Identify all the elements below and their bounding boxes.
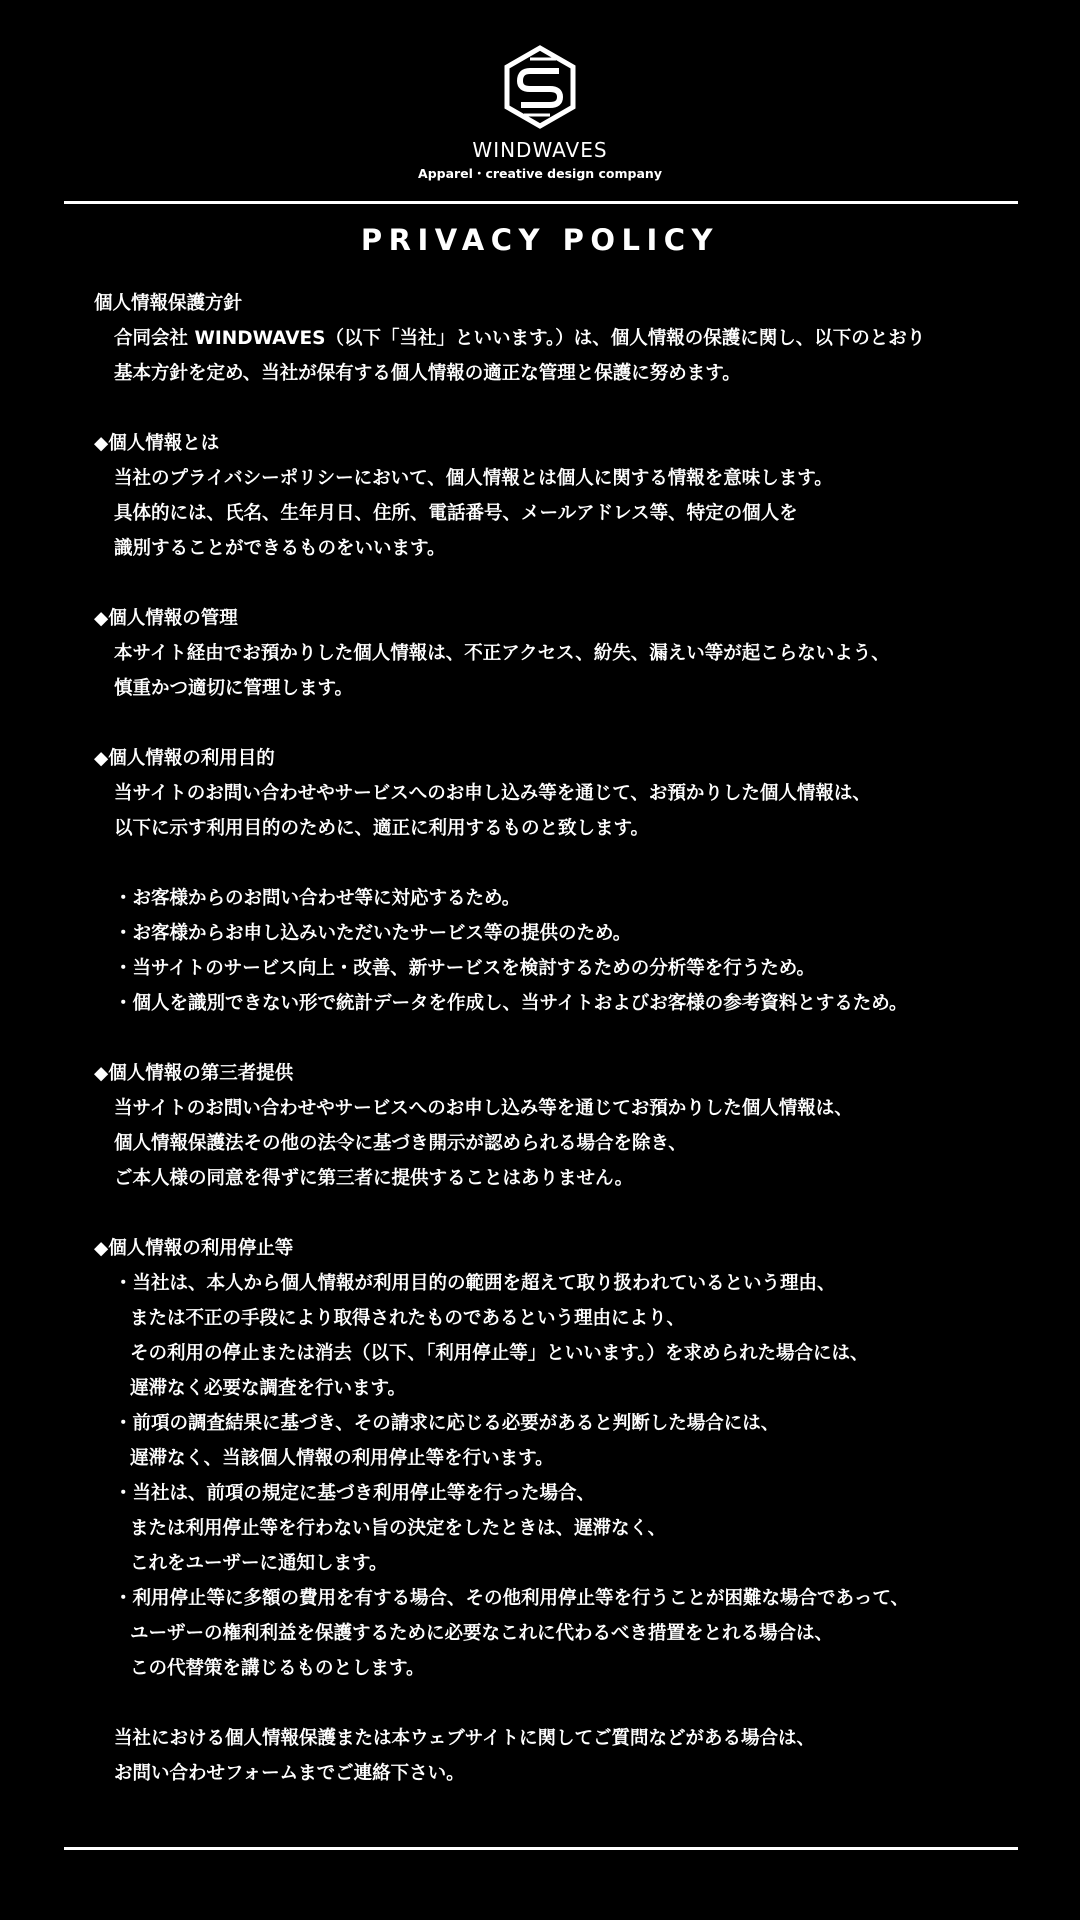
spacer: [94, 1196, 1054, 1231]
third-party-text-line: ご本人様の同意を得ずに第三者に提供することはありません。: [114, 1168, 634, 1189]
suspension-text-line: または利用停止等を行わない旨の決定をしたときは、遅滞なく、: [130, 1518, 667, 1539]
windwaves-logo-icon: [502, 44, 578, 130]
suspension-text-line: その利用の停止または消去（以下、「利用停止等」といいます。）を求められた場合には、: [130, 1343, 869, 1364]
third-party-text-line: 当サイトのお問い合わせやサービスへのお申し込み等を通じてお預かりした個人情報は、: [114, 1098, 853, 1119]
suspension-bullet: ・当社は、前項の規定に基づき利用停止等を行った場合、: [114, 1483, 596, 1504]
section-heading-third-party: ◆個人情報の第三者提供: [94, 1063, 294, 1084]
policy-content: [94, 286, 1054, 1791]
spacer: [94, 846, 1054, 881]
management-text-line: 本サイト経由でお預かりした個人情報は、不正アクセス、紛失、漏えい等が起こらないよう、: [114, 643, 890, 664]
third-party-text-line: 個人情報保護法その他の法令に基づき開示が認められる場合を除き、: [114, 1133, 687, 1154]
management-text-line: 慎重かつ適切に管理します。: [114, 678, 354, 699]
purpose-bullet: ・個人を識別できない形で統計データを作成し、当サイトおよびお客様の参考資料とするため。: [114, 993, 908, 1014]
spacer: [94, 1686, 1054, 1721]
section-heading-purpose: ◆個人情報の利用目的: [94, 748, 275, 769]
bottom-divider: [64, 1847, 1018, 1850]
spacer: [94, 566, 1054, 601]
purpose-text-line: 以下に示す利用目的のために、適正に利用するものと致します。: [114, 818, 650, 839]
suspension-bullet: ・当社は、本人から個人情報が利用目的の範囲を超えて取り扱われているという理由、: [114, 1273, 836, 1294]
contact-text-line: お問い合わせフォームまでご連絡下さい。: [114, 1763, 465, 1784]
spacer: [94, 706, 1054, 741]
purpose-bullet: ・お客様からのお問い合わせ等に対応するため。: [114, 888, 521, 909]
suspension-text-line: 遅滞なく、当該個人情報の利用停止等を行います。: [130, 1448, 554, 1469]
purpose-text-line: 当サイトのお問い合わせやサービスへのお申し込み等を通じて、お預かりした個人情報は、: [114, 783, 871, 804]
page-title: PRIVACY POLICY: [360, 223, 720, 257]
brand-name: WINDWAVES: [472, 138, 608, 162]
definition-text-line: 識別することができるものをいいます。: [114, 538, 446, 559]
header: [0, 44, 1080, 182]
section-heading-policy: 個人情報保護方針: [94, 293, 243, 314]
suspension-bullet: ・利用停止等に多額の費用を有する場合、その他利用停止等を行うことが困難な場合であって、: [114, 1588, 909, 1609]
suspension-bullet: ・前項の調査結果に基づき、その請求に応じる必要があると判断した場合には、: [114, 1413, 780, 1434]
definition-text-line: 具体的には、氏名、生年月日、住所、電話番号、メールアドレス等、特定の個人を: [114, 503, 798, 524]
suspension-text-line: 遅滞なく必要な調査を行います。: [130, 1378, 407, 1399]
definition-text-line: 当社のプライバシーポリシーにおいて、個人情報とは個人に関する情報を意味します。: [114, 468, 833, 489]
purpose-bullet: ・お客様からお申し込みいただいたサービス等の提供のため。: [114, 923, 632, 944]
suspension-text-line: この代替策を講じるものとします。: [130, 1658, 425, 1679]
section-heading-management: ◆個人情報の管理: [94, 608, 238, 629]
spacer: [94, 391, 1054, 426]
suspension-text-line: または不正の手段により取得されたものであるという理由により、: [130, 1308, 686, 1329]
suspension-text-line: これをユーザーに通知します。: [130, 1553, 388, 1574]
section-heading-suspension: ◆個人情報の利用停止等: [94, 1238, 294, 1259]
section-heading-definition: ◆個人情報とは: [94, 433, 220, 454]
suspension-text-line: ユーザーの権利利益を保護するために必要なこれに代わるべき措置をとれる場合は、: [130, 1623, 834, 1644]
top-divider: [64, 201, 1018, 204]
purpose-bullet: ・当サイトのサービス向上・改善、新サービスを検討するための分析等を行うため。: [114, 958, 815, 979]
policy-text-line: 合同会社 WINDWAVES（以下「当社」といいます。）は、個人情報の保護に関し、以下のとおり: [114, 328, 926, 349]
spacer: [94, 1021, 1054, 1056]
contact-text-line: 当社における個人情報保護または本ウェブサイトに関してご質問などがある場合は、: [114, 1728, 815, 1749]
brand-tagline: Apparel・creative design company: [418, 166, 662, 181]
policy-text-line: 基本方針を定め、当社が保有する個人情報の適正な管理と保護に努めます。: [114, 363, 741, 384]
